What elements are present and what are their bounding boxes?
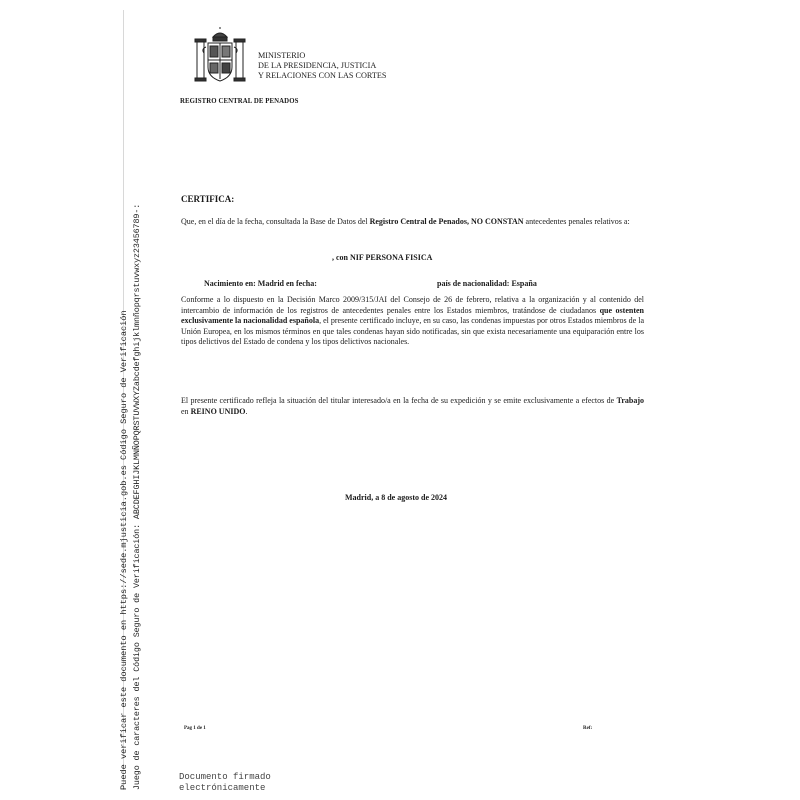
ministry-line-1: MINISTERIO [258, 51, 306, 60]
legal-paragraph [181, 295, 644, 348]
issue-date: Madrid, a 8 de agosto de 2024 [345, 493, 447, 502]
page-number: Pag 1 de 1 [184, 726, 206, 731]
consultation-paragraph [181, 217, 644, 228]
certifica-heading: CERTIFICA: [181, 194, 235, 204]
birth-info: Nacimiento en: Madrid en fecha: [204, 279, 317, 288]
nif-line: , con NIF PERSONA FISICA [332, 253, 433, 262]
ministry-line-3: Y RELACIONES CON LAS CORTES [258, 71, 387, 80]
coat-of-arms-icon [191, 27, 249, 87]
purpose-period: . [245, 406, 248, 416]
verification-url-line: Puede verificar este documento en https://sede.mjusticia.gob.es Código Seguro de Verificación [119, 310, 129, 790]
nationality-clause: que ostenten exclusivamente la nacionalidad española [181, 305, 645, 326]
ministry-line-2: DE LA PRESIDENCIA, JUSTICIA [258, 61, 377, 70]
consultation-text: Que, en el día de la fecha, consultada la Base de Datos del [181, 217, 370, 226]
registry-name: REGISTRO CENTRAL DE PENADOS [180, 98, 299, 105]
signed-notice-line-2: electrónicamente [179, 782, 266, 793]
signed-notice-line-1: Documento firmado [179, 772, 271, 782]
signed-notice [179, 772, 271, 793]
ministry-name [258, 51, 386, 81]
legal-text: Conforme a lo dispuesto en la Decisión Marco 2009/315/JAI del Consejo de 26 de febrero, relativa a la organización y al contenido del intercambio de información de los registros de antecedentes penales entre los Estados miembros, tratándose de ciudadanos [181, 295, 644, 315]
purpose-text: El presente certificado refleja la situación del titular interesado/a en la fecha de su expedición y se emite exclusivamente a efectos de [181, 396, 617, 405]
nationality-info: país de nacionalidad: España [437, 279, 537, 288]
verification-charset-line: Juego de caracteres del Código Seguro de Verificación: ABCDEFGHIJKLMNÑOPQRSTUVWXYZabcdefghijklmnñopqrstuvwxyz23456789-: [132, 203, 142, 790]
purpose-trabajo: Trabajo [616, 396, 644, 405]
verification-sidebar [118, 10, 144, 790]
reference-label: Ref: [583, 726, 593, 731]
no-record-statement: Registro Central de Penados, NO CONSTAN [369, 217, 524, 226]
legal-text-end: , el presente certificado incluye, en su caso, las condenas impuestas por otros Estados miembros de la Unión Europea, en los mismos términos en que tales condenas hayan sido notificadas, sin que exista necesariamente una equiparación entre los tipos delictivos del Estado de condena y los tipos delictivos nacionales. [181, 316, 644, 347]
purpose-connector: en [181, 406, 191, 416]
consultation-text-end: antecedentes penales relativos a: [523, 217, 630, 226]
purpose-paragraph [181, 396, 644, 417]
purpose-country: REINO UNIDO [190, 406, 246, 416]
